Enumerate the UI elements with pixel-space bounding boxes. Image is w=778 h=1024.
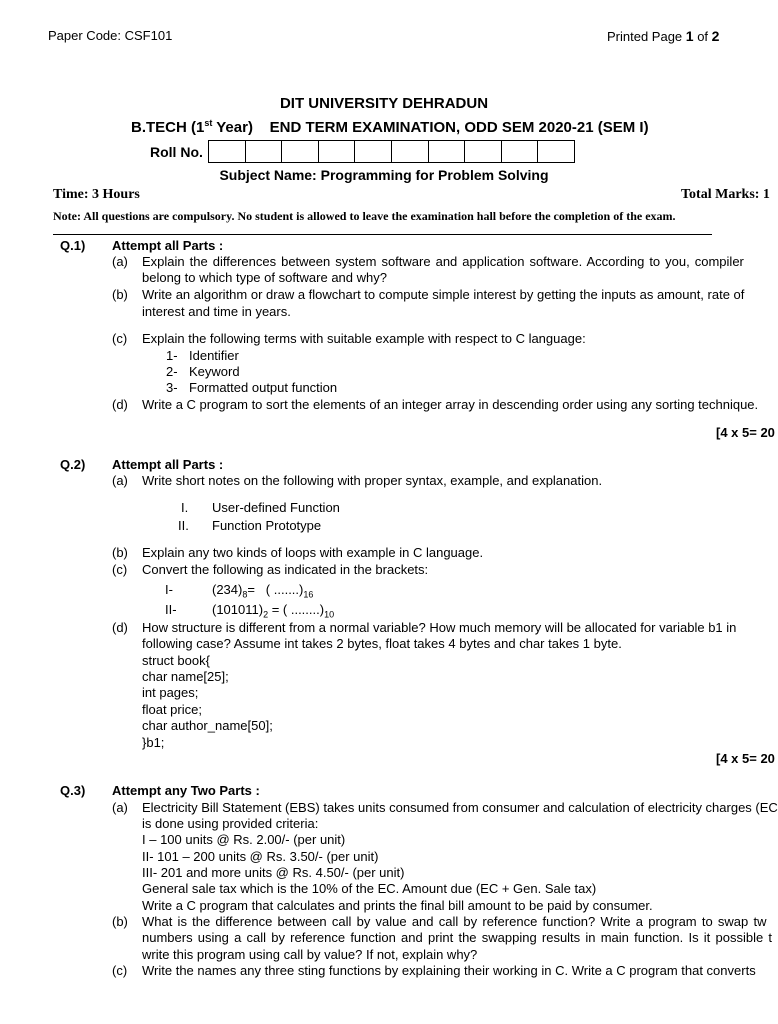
q1-c-item-num: 1- (166, 348, 178, 363)
q1-c-label: (c) (112, 331, 128, 346)
q2-c-line1: Convert the following as indicated in the brackets: (142, 562, 429, 577)
header-divider (53, 234, 712, 235)
roll-digit-box[interactable] (355, 141, 392, 162)
q1-d-label: (d) (112, 397, 128, 412)
q1-b-label: (b) (112, 287, 128, 302)
code-line: }b1; (142, 735, 165, 750)
q1-number: Q.1) (60, 238, 86, 253)
exam-time: Time: 3 Hours (53, 187, 140, 202)
roll-digit-box[interactable] (392, 141, 429, 162)
total-marks: Total Marks: 1 (681, 187, 770, 202)
q1-marks: [4 x 5= 20 (716, 425, 775, 440)
q3-a-line: III- 201 and more units @ Rs. 4.50/- (per unit) (142, 865, 405, 880)
roll-digit-box[interactable] (429, 141, 466, 162)
code-line: char name[25]; (142, 669, 229, 684)
roll-digit-box[interactable] (538, 141, 574, 162)
roll-digit-box[interactable] (246, 141, 283, 162)
q2-a-item-text: Function Prototype (212, 518, 322, 533)
q2-a-item-num: I. (181, 500, 189, 515)
q3-a-line: II- 101 – 200 units @ Rs. 3.50/- (per unit) (142, 849, 379, 864)
q3-a-line: General sale tax which is the 10% of the EC. Amount due (EC + Gen. Sale tax) (142, 881, 597, 896)
q1-c-line1: Explain the following terms with suitable example with respect to C language: (142, 331, 586, 346)
roll-digit-box[interactable] (319, 141, 356, 162)
roll-label: Roll No. (150, 144, 203, 160)
q2-d-label: (d) (112, 620, 128, 635)
q2-d-line2: following case? Assume int takes 2 bytes, float takes 4 bytes and char takes 1 byte. (142, 636, 622, 651)
subject-name: Subject Name: Programming for Problem Solving (219, 167, 549, 183)
roll-number-boxes[interactable] (208, 140, 575, 163)
q3-a-line: Electricity Bill Statement (EBS) takes units consumed from consumer and calculation of electricity charges (EC (142, 800, 778, 815)
q2-b-label: (b) (112, 545, 128, 560)
printed-page: Printed Page 1 of 2 (607, 28, 720, 44)
q3-b-line: numbers using a call by reference function and print the swapping results in main function. Is it possible t (142, 930, 773, 945)
q1-c-item-text: Formatted output function (189, 380, 338, 395)
q1-c-item-text: Keyword (189, 364, 240, 379)
code-line: float price; (142, 702, 202, 717)
code-line: char author_name[50]; (142, 718, 273, 733)
q2-conv2-expr: $(101011)_2$ = ( $........)_{10}$ (212, 602, 335, 620)
q3-b-label: (b) (112, 914, 128, 929)
q2-a-item-text: User-defined Function (212, 500, 340, 515)
q1-a-label: (a) (112, 254, 128, 269)
q2-instruction: Attempt all Parts : (112, 457, 224, 472)
q3-b-line: What is the difference between call by value and call by reference function? Write a program to swap tw (142, 914, 767, 929)
q1-d-line1: Write a C program to sort the elements of an integer array in descending order using any sorting technique. (142, 397, 759, 412)
q2-a-label: (a) (112, 473, 128, 488)
q2-a-item-num: II. (178, 518, 189, 533)
q2-number: Q.2) (60, 457, 86, 472)
q1-c-item-text: Identifier (189, 348, 239, 363)
q3-c-label: (c) (112, 963, 128, 978)
q1-a-line2: belong to which type of software and why? (142, 270, 387, 285)
exam-title: B.TECH (1st Year) END TERM EXAMINATION, ODD SEM 2020-21 (SEM I) (131, 118, 649, 136)
q1-c-item-num: 2- (166, 364, 178, 379)
q2-b-line1: Explain any two kinds of loops with example in C language. (142, 545, 484, 560)
q2-conv1-num: I- (165, 582, 173, 597)
q3-a-line: is done using provided criteria: (142, 816, 319, 831)
q1-b-line2: interest and time in years. (142, 304, 291, 319)
q1-a-line1: Explain the differences between system software and application software. According to you, compiler (142, 254, 744, 269)
q3-a-label: (a) (112, 800, 128, 815)
roll-digit-box[interactable] (209, 141, 246, 162)
university-name: DIT UNIVERSITY DEHRADUN (279, 95, 489, 112)
roll-digit-box[interactable] (502, 141, 539, 162)
q3-a-line: Write a C program that calculates and prints the final bill amount to be paid by consumer. (142, 898, 653, 913)
q2-conv2-num: II- (165, 602, 177, 617)
roll-digit-box[interactable] (282, 141, 319, 162)
q1-b-line1: Write an algorithm or draw a flowchart to compute simple interest by getting the inputs as amount, rate of (142, 287, 745, 302)
q2-d-line1: How structure is different from a normal variable? How much memory will be allocated for variable b1 in (142, 620, 737, 635)
q3-c-line1: Write the names any three sting functions by explaining their working in C. Write a C program that converts (142, 963, 756, 978)
q2-c-label: (c) (112, 562, 128, 577)
code-line: int pages; (142, 685, 199, 700)
q3-a-line: I – 100 units @ Rs. 2.00/- (per unit) (142, 832, 346, 847)
q3-number: Q.3) (60, 783, 86, 798)
paper-code: Paper Code: CSF101 (48, 28, 173, 43)
exam-note: Note: All questions are compulsory. No student is allowed to leave the examination hall before the completion of the exam. (53, 209, 676, 223)
code-line: struct book{ (142, 653, 210, 668)
q1-instruction: Attempt all Parts : (112, 238, 224, 253)
q3-instruction: Attempt any Two Parts : (112, 783, 260, 798)
q1-c-item-num: 3- (166, 380, 178, 395)
q2-marks: [4 x 5= 20 (716, 751, 775, 766)
q2-conv1-expr: $(234)_8=$ ( $.......)_{16}$ (212, 582, 314, 600)
q2-a-line1: Write short notes on the following with proper syntax, example, and explanation. (142, 473, 603, 488)
q3-b-line: write this program using call by value? If not, explain why? (142, 947, 478, 962)
roll-digit-box[interactable] (465, 141, 502, 162)
